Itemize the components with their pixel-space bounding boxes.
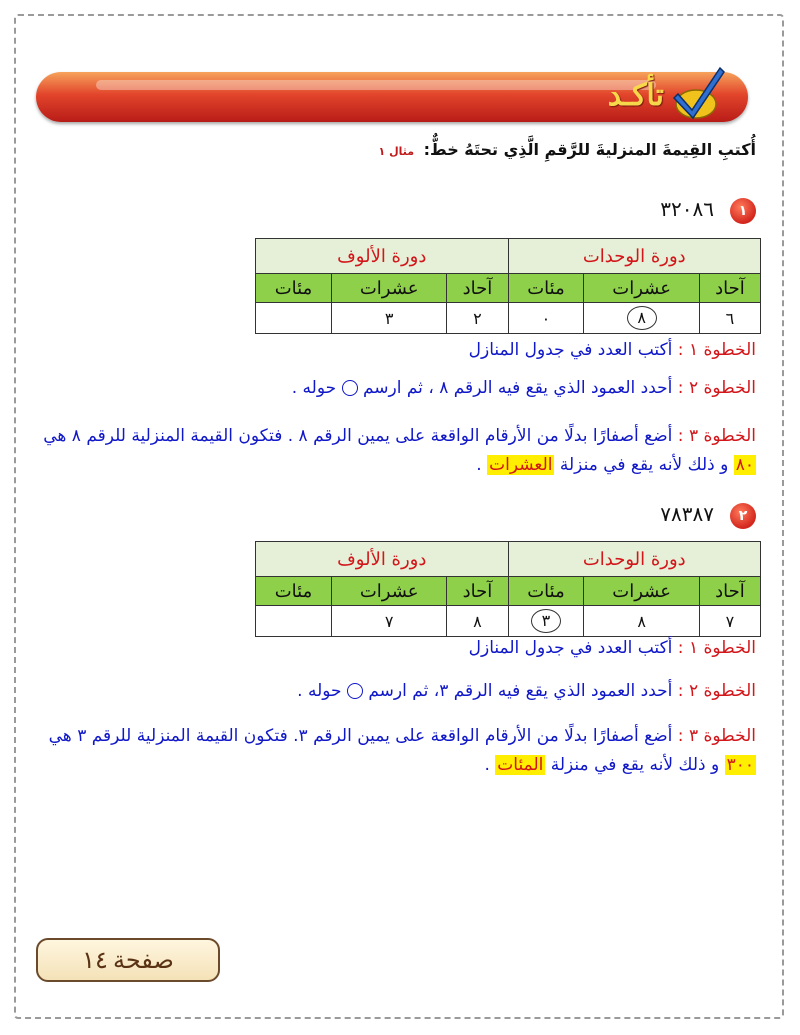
number-value-text: ٣٢٠٨٦ xyxy=(660,197,714,221)
step-label: الخطوة ٣ : xyxy=(677,426,756,446)
step-text: حوله . xyxy=(291,378,337,398)
page-number-box xyxy=(36,938,220,982)
thousands-period-header: دورة الألوف xyxy=(256,239,509,274)
title-banner xyxy=(36,72,748,122)
step-text: أكتب العدد في جدول المنازل xyxy=(468,340,673,360)
step-label: الخطوة ١ : xyxy=(677,638,756,658)
exercise-number-value xyxy=(660,197,714,221)
units-period-header: دورة الوحدات xyxy=(508,542,760,577)
digit-cell: ٣ xyxy=(331,303,447,334)
step-text: و ذلك لأنه يقع في منزلة xyxy=(550,755,720,775)
instruction-label: أُكتبِ القِيمةَ المنزليةَ للرَّقمِ الَّذِي تحتَهُ خطٌّ: xyxy=(423,140,756,159)
column-header: مئات xyxy=(256,577,332,606)
circled-digit: ٨ xyxy=(627,306,657,330)
step-end: . xyxy=(484,755,490,775)
step-label: الخطوة ١ : xyxy=(677,340,756,360)
step-end: . xyxy=(476,455,482,475)
step-text: حوله . xyxy=(297,681,342,701)
step-label: الخطوة ٢ : xyxy=(677,681,756,701)
digit-cell: ٨ xyxy=(447,606,508,637)
circle-icon xyxy=(342,380,358,396)
column-header: آحاد xyxy=(699,274,760,303)
step-text: أضع أصفارًا بدلًا من الأرقام الواقعة على يمين الرقم ٨ . فتكون القيمة المنزلية للرقم ٨ هي xyxy=(43,426,673,446)
example-reference: مثال ١ xyxy=(378,145,415,158)
column-header: آحاد xyxy=(447,274,508,303)
highlighted-value: ٨٠ xyxy=(735,455,754,475)
step-3 xyxy=(41,722,756,780)
page-label: صفحة xyxy=(112,946,174,974)
digit-cell: ٨ xyxy=(584,606,700,637)
highlighted-place: العشرات xyxy=(489,455,553,475)
step-1 xyxy=(41,336,756,365)
step-2 xyxy=(41,374,756,403)
exercise-number-badge: ١ xyxy=(730,198,756,224)
column-header: عشرات xyxy=(584,274,700,303)
page-number: ١٤ xyxy=(82,946,108,974)
column-header: مئات xyxy=(508,274,584,303)
place-value-table xyxy=(255,238,761,334)
step-text: أحدد العمود الذي يقع فيه الرقم ٣، ثم ارسم xyxy=(368,681,673,701)
digit-cell: ٠ xyxy=(508,303,584,334)
digit-cell-circled xyxy=(584,303,700,334)
step-text: أضع أصفارًا بدلًا من الأرقام الواقعة على يمين الرقم ٣. فتكون القيمة المنزلية للرقم ٣ هي xyxy=(48,726,673,746)
column-header: مئات xyxy=(256,274,332,303)
thousands-period-header: دورة الألوف xyxy=(256,542,509,577)
checkmark-icon xyxy=(670,64,726,124)
digit-cell: ٢ xyxy=(447,303,508,334)
digit-cell: ٦ xyxy=(699,303,760,334)
banner-highlight xyxy=(96,80,656,90)
step-label: الخطوة ٣ : xyxy=(677,726,756,746)
section-title: تأكـد xyxy=(607,78,664,113)
column-header: عشرات xyxy=(331,577,447,606)
place-value-table xyxy=(255,541,761,637)
highlighted-value: ٣٠٠ xyxy=(726,755,754,775)
circled-digit: ٣ xyxy=(531,609,561,633)
digit-cell xyxy=(256,606,332,637)
column-header: آحاد xyxy=(447,577,508,606)
exercise-number-value xyxy=(660,502,714,526)
step-label: الخطوة ٢ : xyxy=(677,378,756,398)
digit-cell: ٧ xyxy=(331,606,447,637)
number-value-text: ٧٨٣٨٧ xyxy=(660,502,714,526)
step-1 xyxy=(41,634,756,663)
digit-cell-circled xyxy=(508,606,584,637)
instruction-text xyxy=(379,140,756,159)
units-period-header: دورة الوحدات xyxy=(508,239,760,274)
step-text: أكتب العدد في جدول المنازل xyxy=(468,638,673,658)
step-text: أحدد العمود الذي يقع فيه الرقم ٨ ، ثم ارسم xyxy=(362,378,673,398)
column-header: آحاد xyxy=(699,577,760,606)
column-header: عشرات xyxy=(584,577,700,606)
step-2 xyxy=(41,677,756,706)
exercise-number-badge: ٢ xyxy=(730,503,756,529)
column-header: مئات xyxy=(508,577,584,606)
highlighted-place: المئات xyxy=(497,755,544,775)
step-text: و ذلك لأنه يقع في منزلة xyxy=(559,455,729,475)
step-3 xyxy=(41,422,756,480)
circle-icon xyxy=(347,683,363,699)
column-header: عشرات xyxy=(331,274,447,303)
digit-cell xyxy=(256,303,332,334)
digit-cell: ٧ xyxy=(699,606,760,637)
